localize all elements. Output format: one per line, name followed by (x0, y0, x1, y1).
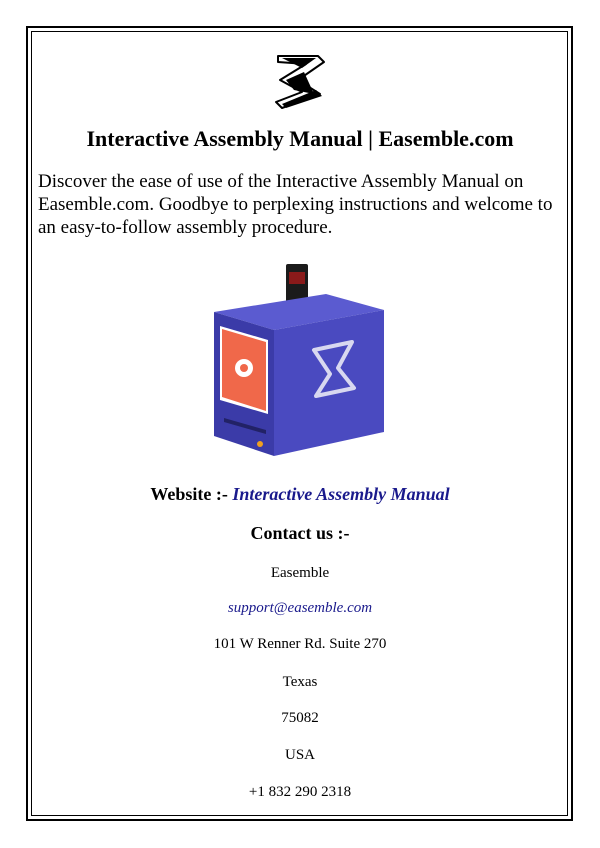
page-title: Interactive Assembly Manual | Easemble.com (86, 126, 514, 151)
contact-address: 101 W Renner Rd. Suite 270 (213, 636, 387, 652)
contact-country: USA (284, 747, 315, 763)
website-line (40, 482, 560, 506)
website-link[interactable]: Interactive Assembly Manual (232, 484, 450, 504)
contact-state: Texas (282, 674, 318, 690)
contact-company: Easemble (270, 565, 330, 581)
contact-zip: 75082 (281, 710, 319, 726)
intro-paragraph: Discover the ease of use of the Interactive Assembly Manual on Easemble.com. Goodbye to perplexing instructions and welcome to an easy-to-follow assembly procedure. (38, 171, 553, 238)
contact-heading: Contact us :- (250, 523, 350, 543)
website-label: Website :- (150, 484, 228, 504)
easemble-logo-icon (272, 50, 328, 112)
product-image (196, 250, 402, 464)
contact-email-link[interactable]: support@easemble.com (227, 600, 373, 616)
contact-phone: +1 832 290 2318 (248, 784, 352, 800)
